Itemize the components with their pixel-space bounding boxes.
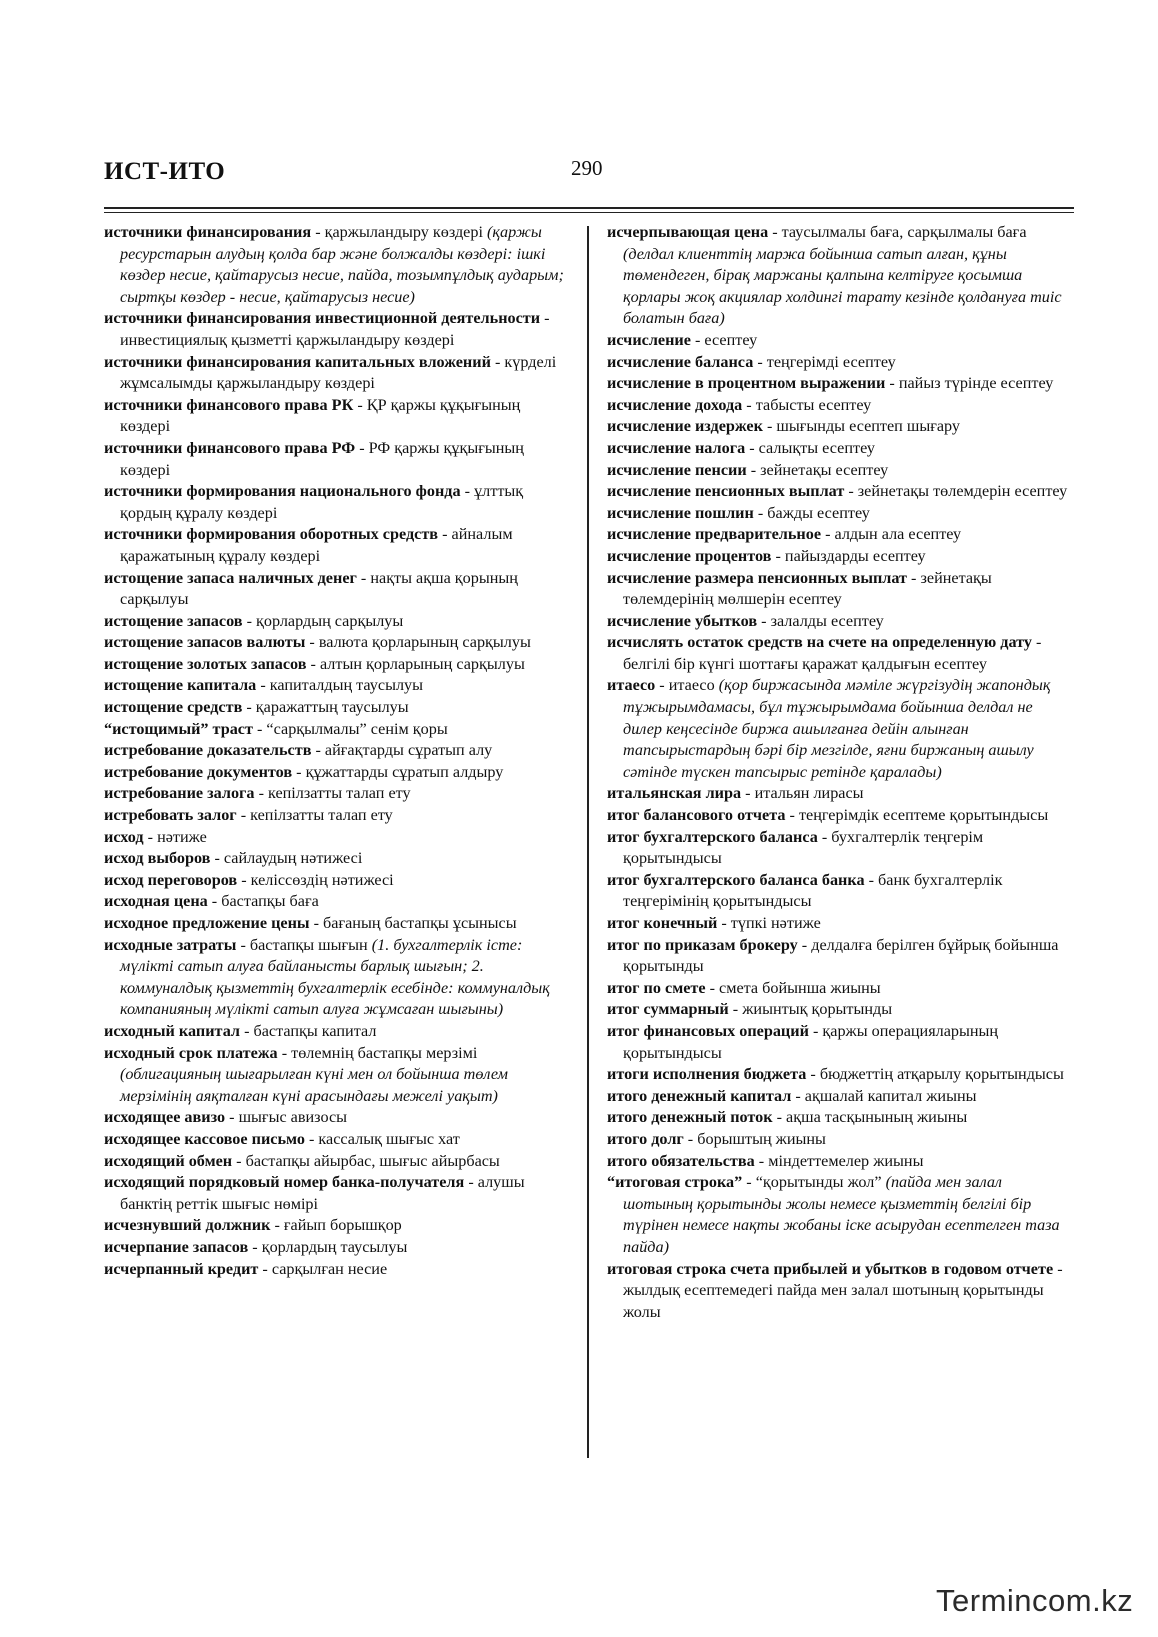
entry-translation: - келіссөздің нәтижесі (237, 870, 394, 889)
entry-translation: - бюджеттің атқарылу қорытындысы (806, 1065, 1064, 1084)
entry-translation: - түпкі нәтиже (717, 914, 821, 932)
entry-translation: - нәтиже (143, 827, 207, 846)
entry-term: исчисление процентов (607, 546, 772, 565)
dictionary-entry (607, 935, 1074, 978)
entry-term: исчезнувший должник (104, 1216, 271, 1235)
dictionary-entry (104, 805, 572, 827)
entry-term: источники финансирования (104, 223, 312, 241)
entry-term: исчисление пенсии (607, 460, 747, 479)
dictionary-entry (104, 1021, 572, 1043)
page-number: 290 (571, 156, 603, 180)
dictionary-entry (104, 1172, 572, 1215)
entry-translation: - міндеттемелер жиыны (754, 1151, 924, 1170)
entry-translation: - зейнетақы есептеу (746, 460, 889, 479)
dictionary-entry (104, 308, 572, 351)
entry-note: (облигацияның шығарылған күні мен ол бойынша төлем мерзімінің аяқталған күні арасындағы межелі уақыт) (120, 1065, 509, 1105)
dictionary-entry (607, 416, 1074, 438)
entry-translation: - қорлардың таусылуы (248, 1237, 408, 1256)
entry-translation: - ақшалай капитал жиыны (791, 1086, 977, 1105)
entry-note: (қаржы ресурстарын алудың қолда бар және болжалды көздері: ішкі көздер несие, қайтарусыз несие, пайда, тозымпұлдық аударым; сыртқы көздер - несие, қайтарусыз несие) (120, 223, 564, 306)
entry-term: итоговая строка счета прибылей и убытков в годовом отчете (607, 1259, 1054, 1278)
entry-translation: - кепілзатты талап ету (236, 806, 393, 825)
dictionary-entry (607, 524, 1074, 546)
dictionary-entry (104, 1043, 572, 1108)
entry-translation: - смета бойынша жиыны (705, 978, 881, 997)
entry-term: исчисление предварительное (607, 525, 822, 544)
entry-translation: - пайыздарды есептеу (771, 546, 926, 565)
dictionary-entry (104, 611, 572, 633)
entry-translation: - валюта қорларының сарқылуы (305, 633, 531, 652)
entry-term: исчисление налога (607, 438, 746, 457)
entry-term: исчисление пенсионных выплат (607, 482, 845, 501)
entry-term: итог балансового отчета (607, 806, 786, 825)
entry-translation: - ұлттық қордың құралу көздері (120, 482, 524, 522)
entry-translation: - зейнетақы төлемдерін есептеу (844, 482, 1068, 501)
entry-note: (1. бухгалтерлік істе: мүлікті сатып алуға байланысты барлық шығын; 2. коммуналдық қызметтің бухгалтерлік есебінде: коммуналдық компанияның мүлікті сатып алуға жұмсаған шығыны) (120, 935, 550, 1019)
entry-translation: - капиталдың таусылуы (256, 676, 424, 695)
entry-term: исходный срок платежа (104, 1043, 278, 1062)
entry-translation: - инвестициялық қызметті қаржыландыру көздері (120, 309, 550, 349)
entry-term: итог по приказам брокеру (607, 935, 798, 954)
entry-translation: - бухгалтерлік теңгерім қорытындысы (623, 827, 984, 868)
dictionary-entry (607, 460, 1074, 482)
entry-translation: - алтын қорларының сарқылуы (306, 654, 525, 673)
column-divider (587, 226, 589, 1458)
entry-term: истощение запаса наличных денег (104, 568, 357, 587)
entry-translation: - сарқылған несие (258, 1259, 388, 1278)
entry-note: (делдал клиенттің маржа бойынша сатып алған, құны төмендеген, бірақ маржаны қалпына келтіруге қосымша қорлары жоқ акциялар холдингі тарату кезінде қолдануға тиіс болатын баға) (623, 244, 1062, 328)
entry-note: (қор биржасында мәміле жүргізудің жапондық тұжырымдамасы, бұл тұжырымдама бойынша делдал не дилер кеңсесінде биржа ашылғанға дейін алынған тапсырыстардың бәрі бір мезгілде, яғни биржаның ашылу сәтінде түскен тапсырыс ретінде қаралады) (623, 676, 1051, 781)
entry-translation: - “қорытынды жол” (742, 1173, 886, 1192)
dictionary-entry (104, 1151, 572, 1173)
entry-translation: - делдалға берілген бұйрық бойынша қорытынды (623, 935, 1059, 976)
entry-translation: - жылдық есептемедегі пайда мен залал шотының қорытынды жолы (623, 1259, 1063, 1321)
entry-term: “итоговая строка” (607, 1173, 743, 1192)
dictionary-entry (104, 740, 572, 762)
entry-translation: - қаражаттың таусылуы (242, 698, 409, 717)
entry-term: итог финансовых операций (607, 1021, 809, 1040)
entry-term: исходное предложение цены (104, 914, 310, 932)
entry-translation: - ақша тасқынының жиыны (772, 1108, 968, 1127)
dictionary-entry (104, 848, 572, 870)
entry-note: (пайда мен залал шотының қорытынды жолы немесе қызметтің белгілі бір түрінен немесе нақты жобаны іске асырудан есептелген таза пайда) (623, 1173, 1060, 1256)
entry-translation: - банк бухгалтерлік теңгерімінің қорытындысы (623, 870, 1003, 911)
entry-term: итог бухгалтерского баланса банка (607, 870, 865, 889)
entry-translation: - “сарқылмалы” сенім қоры (252, 719, 448, 738)
dictionary-entry (104, 1215, 572, 1237)
entry-term: исходящий порядковый номер банка-получателя (104, 1173, 465, 1192)
dictionary-entry (104, 481, 572, 524)
dictionary-entry (607, 481, 1074, 503)
dictionary-entry (104, 675, 572, 697)
dictionary-entry (607, 546, 1074, 568)
dictionary-entry (607, 1129, 1074, 1151)
left-column (104, 222, 572, 1280)
entry-translation: - салықты есептеу (745, 438, 875, 457)
entry-term: источники формирования оборотных средств (104, 525, 439, 544)
entry-term: итог конечный (607, 914, 718, 932)
dictionary-entry (104, 1107, 572, 1129)
dictionary-entry (104, 827, 572, 849)
entry-translation: - теңгерімдік есептеме қорытындысы (785, 806, 1049, 825)
entry-translation: - зейнетақы төлемдерінің мөлшерін есептеу (623, 568, 992, 609)
dictionary-entry (607, 675, 1074, 783)
entry-term: исчерпанный кредит (104, 1259, 259, 1278)
entry-term: источники финансирования инвестиционной деятельности (104, 309, 541, 328)
right-column (607, 222, 1074, 1323)
dictionary-entry (607, 373, 1074, 395)
dictionary-entry (607, 999, 1074, 1021)
dictionary-entry (607, 438, 1074, 460)
dictionary-entry (607, 632, 1074, 675)
entry-term: истребование доказательств (104, 741, 312, 760)
entry-term: истребование залога (104, 784, 255, 803)
dictionary-entry (607, 222, 1074, 330)
entry-term: итого денежный капитал (607, 1086, 792, 1105)
entry-term: исходящее кассовое письмо (104, 1129, 305, 1148)
entry-term: истощение капитала (104, 676, 257, 695)
entry-term: итого обязательства (607, 1151, 755, 1170)
entry-term: “истощимый” траст (104, 719, 253, 738)
entry-term: исчисление баланса (607, 352, 754, 371)
dictionary-entry (607, 395, 1074, 417)
entry-translation: - құжаттарды сұратып алдыру (292, 762, 504, 781)
entry-translation: - пайыз түрінде есептеу (885, 374, 1054, 393)
dictionary-entry (607, 1021, 1074, 1064)
entry-term: исходящее авизо (104, 1108, 226, 1127)
dictionary-entry (104, 1129, 572, 1151)
entry-translation: - итаесо (655, 676, 719, 695)
entry-translation: - шығыс авизосы (225, 1108, 348, 1127)
dictionary-entry (104, 1259, 572, 1281)
dictionary-entry (104, 395, 572, 438)
entry-term: итог суммарный (607, 1000, 729, 1019)
entry-term: итальянская лира (607, 784, 742, 803)
header-rule (104, 207, 1074, 209)
entry-translation: - бастапқы баға (207, 892, 319, 911)
dictionary-entry (104, 438, 572, 481)
entry-translation: - кассалық шығыс хат (304, 1129, 460, 1148)
entry-translation: - залалды есептеу (757, 611, 884, 630)
dictionary-entry (104, 762, 572, 784)
dictionary-entry (104, 697, 572, 719)
running-head: ИСТ-ИТО (104, 158, 226, 185)
entry-term: исчерпание запасов (104, 1237, 249, 1256)
dictionary-entry (607, 1107, 1074, 1129)
entry-term: истощение золотых запасов (104, 654, 307, 673)
dictionary-entry (607, 913, 1074, 935)
entry-translation: - жиынтық қорытынды (728, 1000, 893, 1019)
dictionary-entry (104, 1237, 572, 1259)
dictionary-entry (607, 978, 1074, 1000)
dictionary-entry (104, 935, 572, 1021)
entry-term: источники финансирования капитальных вложений (104, 352, 491, 371)
dictionary-entry (607, 568, 1074, 611)
dictionary-entry (607, 330, 1074, 352)
dictionary-entry (104, 352, 572, 395)
entry-translation: - қаржы операцияларының қорытындысы (623, 1021, 999, 1062)
entry-translation: - итальян лирасы (741, 784, 864, 803)
entry-term: итого денежный поток (607, 1108, 773, 1127)
entry-term: исчисление издержек (607, 417, 763, 436)
entry-translation: - белгілі бір күнгі шоттағы қаражат қалдығын есептеу (623, 633, 1042, 673)
dictionary-entry (607, 611, 1074, 633)
entry-term: исходный капитал (104, 1021, 241, 1040)
entry-translation: - төлемнің бастапқы мерзімі (277, 1043, 478, 1062)
dictionary-entry (607, 1086, 1074, 1108)
entry-translation: - теңгерімді есептеу (753, 352, 896, 371)
entry-translation: - есептеу (690, 330, 758, 349)
dictionary-entry (104, 783, 572, 805)
entry-translation: - қорлардың сарқылуы (242, 611, 404, 630)
dictionary-entry (104, 632, 572, 654)
entry-term: исчисление размера пенсионных выплат (607, 568, 907, 587)
dictionary-entry (607, 805, 1074, 827)
entry-translation: - борыштың жиыны (683, 1129, 826, 1148)
entry-term: истощение запасов валюты (104, 633, 306, 652)
dictionary-entry (104, 568, 572, 611)
logo-text: Termincom.kz (936, 1583, 1134, 1618)
dictionary-entry (607, 503, 1074, 525)
entry-term: исчисление в процентном выражении (607, 374, 886, 393)
dictionary-entry (607, 1064, 1074, 1086)
entry-translation: - бастапқы капитал (240, 1021, 377, 1040)
site-logo (936, 1583, 1133, 1619)
entry-term: истребование документов (104, 762, 293, 781)
entry-translation: - бажды есептеу (753, 503, 870, 522)
entry-translation: - нақты ақша қорының сарқылуы (120, 568, 518, 609)
entry-term: исчисление (607, 330, 691, 349)
dictionary-entry (607, 1259, 1074, 1324)
entry-translation: - бастапқы шығын (236, 935, 372, 954)
dictionary-entry (607, 870, 1074, 913)
entry-translation: - табысты есептеу (742, 395, 872, 414)
entry-translation: - алдын ала есептеу (821, 525, 962, 544)
entry-term: итог по смете (607, 978, 706, 997)
entry-translation: - кепілзатты талап ету (254, 784, 411, 803)
entry-term: исход выборов (104, 849, 211, 868)
entry-translation: - айғақтарды сұратып алу (311, 741, 493, 760)
dictionary-entry (607, 827, 1074, 870)
dictionary-entry (104, 524, 572, 567)
entry-term: исходные затраты (104, 935, 237, 954)
dictionary-entry (104, 719, 572, 741)
entry-term: исходящий обмен (104, 1151, 233, 1170)
entry-term: истребовать залог (104, 806, 237, 825)
dictionary-entry (104, 913, 572, 935)
entry-term: исчислять остаток средств на счете на определенную дату (607, 633, 1032, 652)
entry-translation: - таусылмалы баға, сарқылмалы баға (768, 223, 1027, 241)
entry-translation: - бағаның бастапқы ұсынысы (309, 914, 517, 932)
entry-translation: - күрделі жұмсалымды қаржыландыру көздері (120, 352, 557, 393)
entry-term: исходная цена (104, 892, 208, 911)
entry-term: итого долг (607, 1129, 684, 1148)
entry-term: исчисление дохода (607, 395, 743, 414)
page-header (104, 158, 1074, 208)
entry-translation: - ҚР қаржы құқығының көздері (120, 395, 521, 436)
entry-term: исчерпывающая цена (607, 223, 769, 241)
dictionary-entry (104, 222, 572, 308)
entry-translation: - айналым қаражатының құралу көздері (120, 525, 513, 565)
entry-term: итоги исполнения бюджета (607, 1065, 807, 1084)
dictionary-entry (607, 783, 1074, 805)
entry-term: исход (104, 827, 144, 846)
entry-translation: - РФ қаржы құқығының көздері (120, 438, 524, 479)
entry-translation: - алушы банктің реттік шығыс нөмірі (120, 1173, 525, 1213)
entry-term: истощение запасов (104, 611, 243, 630)
entry-translation: - ғайып борышқор (270, 1216, 402, 1235)
entry-term: истощение средств (104, 698, 243, 717)
dictionary-entry (607, 1172, 1074, 1258)
dictionary-entry (104, 891, 572, 913)
dictionary-entry (607, 352, 1074, 374)
entry-translation: - сайлаудың нәтижесі (210, 849, 363, 868)
entry-term: итог бухгалтерского баланса (607, 827, 818, 846)
dictionary-entry (104, 654, 572, 676)
dictionary-entry (607, 1151, 1074, 1173)
entry-term: источники финансового права РК (104, 395, 354, 414)
entry-term: исчисление пошлин (607, 503, 754, 522)
entry-translation: - қаржыландыру көздері (311, 223, 488, 241)
entry-term: источники финансового права РФ (104, 438, 356, 457)
entry-term: итаесо (607, 676, 656, 695)
entry-term: исход переговоров (104, 870, 238, 889)
header-rule-thin (104, 212, 1074, 213)
entry-term: источники формирования национального фонда (104, 482, 461, 501)
entry-translation: - шығынды есептеп шығару (762, 417, 961, 436)
entry-term: исчисление убытков (607, 611, 758, 630)
dictionary-entry (104, 870, 572, 892)
entry-translation: - бастапқы айырбас, шығыс айырбасы (232, 1151, 500, 1170)
